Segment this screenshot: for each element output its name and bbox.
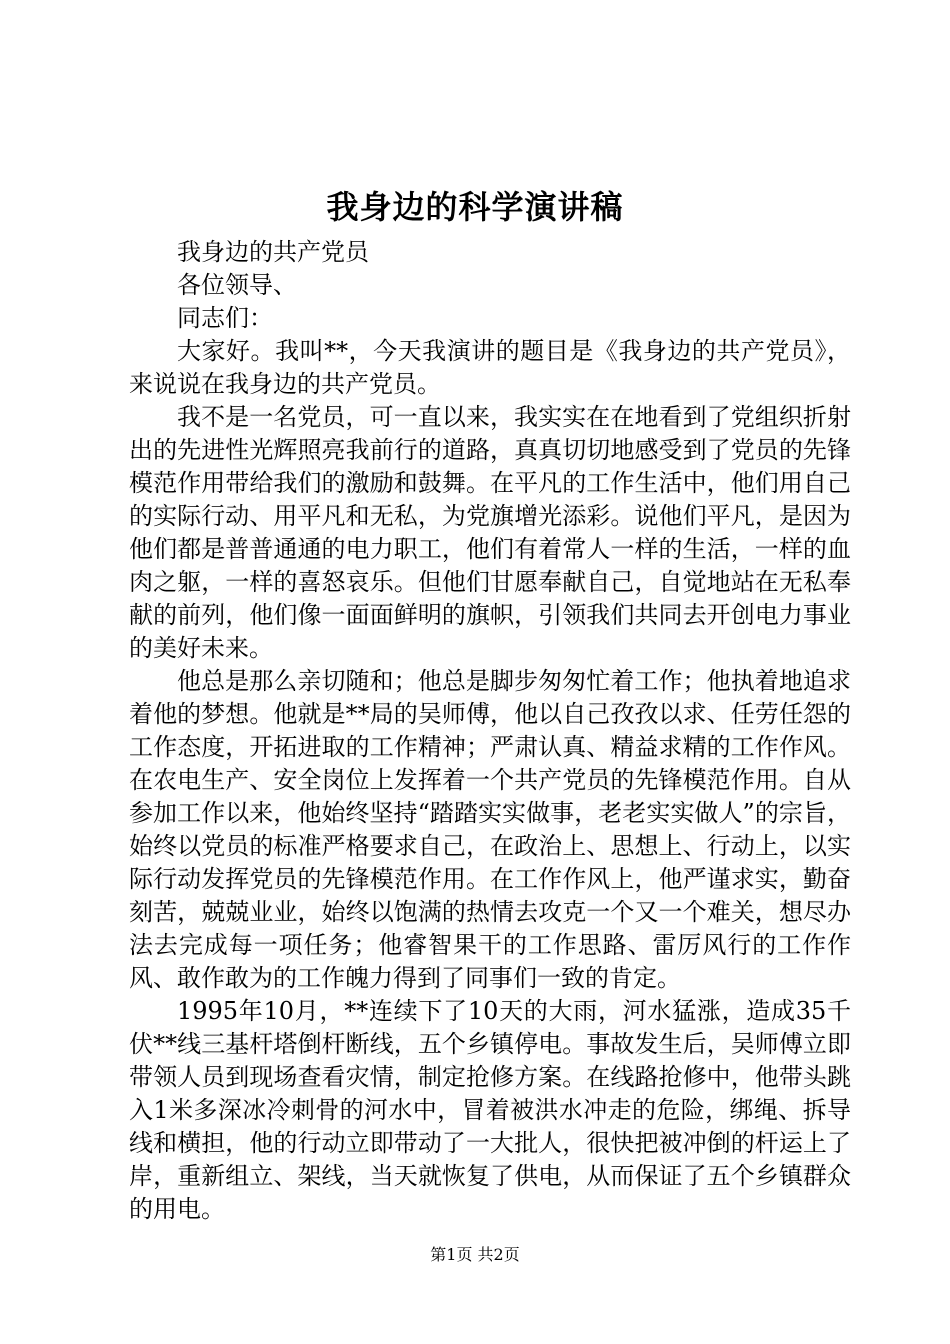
paragraph-salutation-leaders: 各位领导、 xyxy=(177,271,297,299)
page-number-footer: 第1页 共2页 xyxy=(430,1245,520,1264)
document-title: 我身边的科学演讲稿 xyxy=(326,188,624,226)
paragraph-salutation-comrades: 同志们： xyxy=(177,304,273,332)
paragraph-greeting: 大家好。我叫**，今天我演讲的题目是《我身边的共产党员》，来说说在我身边的共产党员。 xyxy=(129,337,851,398)
paragraph-heading: 我身边的共产党员 xyxy=(177,238,369,266)
paragraph-body: 1995年10月，**连续下了10天的大雨，河水猛涨，造成35千伏**线三基杆塔倒杆断线，五个乡镇停电。事故发生后，吴师傅立即带领人员到现场查看灾情，制定抢修方案。在线路抢修中，他带头跳入1米多深冰冷刺骨的河水中，冒着被洪水冲走的危险，绑绳、拆导线和横担，他的行动立即带动了一大批人，很快把被冲倒的杆运上了岸，重新组立、架线，当天就恢复了供电，从而保证了五个乡镇群众的用电。 xyxy=(129,997,851,1223)
document-body xyxy=(129,236,851,1226)
paragraph-body: 我不是一名党员，可一直以来，我实实在在地看到了党组织折射出的先进性光辉照亮我前行的道路，真真切切地感受到了党员的先锋模范作用带给我们的激励和鼓舞。在平凡的工作生活中，他们用自己的实际行动、用平凡和无私，为党旗增光添彩。说他们平凡，是因为他们都是普普通通的电力职工，他们有着常人一样的生活，一样的血肉之躯，一样的喜怒哀乐。但他们甘愿奉献自己，自觉地站在无私奉献的前列，他们像一面面鲜明的旗帜，引领我们共同去开创电力事业的美好未来。 xyxy=(129,403,851,662)
paragraph-body: 他总是那么亲切随和；他总是脚步匆匆忙着工作；他执着地追求着他的梦想。他就是**局的吴师傅，他以自己孜孜以求、任劳任怨的工作态度，开拓进取的工作精神；严肃认真、精益求精的工作作风。在农电生产、安全岗位上发挥着一个共产党员的先锋模范作用。自从参加工作以来，他始终坚持“踏踏实实做事，老老实实做人”的宗旨，始终以党员的标准严格要求自己，在政治上、思想上、行动上，以实际行动发挥党员的先锋模范作用。在工作作风上，他严谨求实，勤奋刻苦，兢兢业业，始终以饱满的热情去攻克一个又一个难关，想尽办法去完成每一项任务；他睿智果干的工作思路、雷厉风行的工作作风、敢作敢为的工作魄力得到了同事们一致的肯定。 xyxy=(129,667,851,992)
